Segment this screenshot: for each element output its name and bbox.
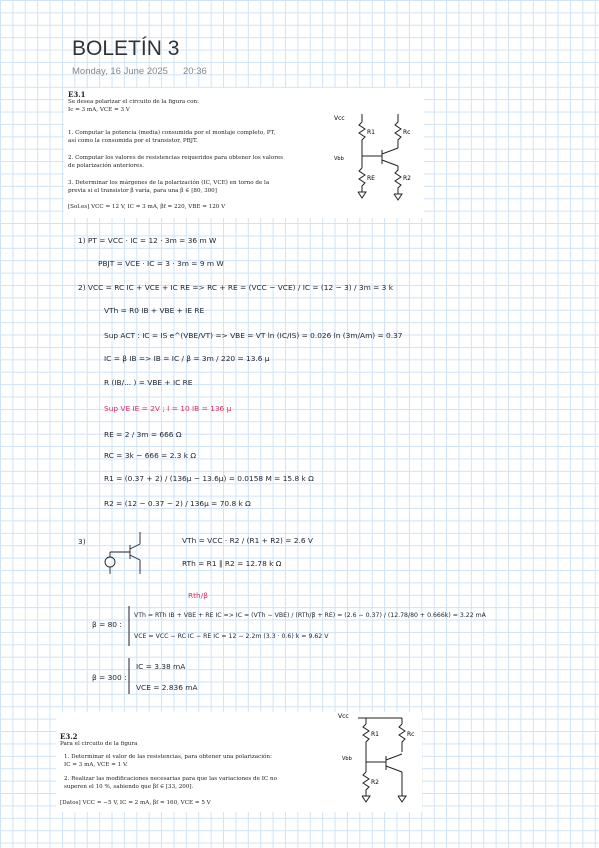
handwritten-line: VCE = VCC − RC IC − RE IC = 12 − 2.2m (3.3 · 0.6) k = 9.62 V	[134, 633, 329, 640]
date-stamp: Monday, 16 June 2025	[72, 66, 168, 77]
problem-item: así como la consumida por el transistor, PBJT.	[68, 138, 198, 144]
circuit-label: Vbb	[342, 756, 352, 762]
problem-solutions: [Sol.es] VCC = 12 V, IC = 3 mA, βf = 220, VBE = 120 V	[68, 204, 226, 210]
handwritten-line: VTh = R0 IB + VBE + IE RE	[104, 306, 205, 315]
handwritten-line: VTh = VCC · R2 / (R1 + R2) = 2.6 V	[182, 536, 313, 545]
circuit-label: Vbb	[334, 156, 344, 162]
handwritten-line: VCE = 2.836 mA	[136, 683, 198, 692]
handwritten-line: R2 = (12 − 0.37 − 2) / 136μ = 70.8 k Ω	[104, 499, 251, 508]
handwritten-line: 2) VCC = RC IC + VCE + IC RE => RC + RE = (VCC − VCE) / IC = (12 − 3) / 3m = 3 k	[78, 283, 393, 292]
handwritten-line: 3)	[78, 537, 86, 546]
thevenin-sketch	[100, 530, 160, 580]
circuit-label: R1	[371, 731, 379, 738]
problem-item: 3. Determinar los márgenes de la polarización (IC, VCE) en torno de la	[68, 180, 270, 186]
problem-item: previa si el transistor β varía, para una β ∈ [80, 300]	[68, 188, 217, 194]
time-stamp: 20:36	[183, 66, 207, 77]
beta-label: β = 300 :	[92, 673, 127, 682]
handwritten-line: RTh = R1 ∥ R2 = 12.78 k Ω	[182, 559, 282, 568]
problem-item: IC = 3 mA, VCE = 1 V.	[64, 762, 128, 768]
circuit-label: Vcc	[338, 713, 349, 720]
beta-label: β = 80 :	[92, 620, 122, 629]
handwritten-red-note: Sup VE IE = 2V ; I = 10 IB = 136 μ	[104, 404, 232, 413]
handwritten-line: R1 = (0.37 + 2) / (136μ − 13.6μ) = 0.0158 M = 15.8 k Ω	[104, 474, 314, 483]
problem-e3-1	[64, 88, 424, 218]
problem-heading: E3.1	[68, 90, 86, 99]
handwritten-red-note: Rth/β	[188, 591, 208, 600]
brace	[126, 658, 132, 694]
handwritten-line: RC = 3k − 666 = 2.3 k Ω	[104, 451, 197, 460]
problem-item: superen el 10 %, sabiendo que βf ∈ [33, 200].	[64, 784, 194, 790]
handwritten-line: IC = 3.38 mA	[136, 662, 186, 671]
problem-data: [Datos] VCC = −5 V, IC = 2 mA, βf = 160, VCE = 5 V	[60, 800, 211, 806]
problem-intro: Se desea polarizar el circuito de la figura con:	[68, 99, 200, 105]
handwritten-line: RE = 2 / 3m = 666 Ω	[104, 430, 182, 439]
problem-params: Ic = 3 mA, VCE = 3 V	[68, 107, 130, 113]
circuit-diagram-1	[332, 110, 412, 210]
circuit-label: R1	[367, 129, 375, 136]
problem-heading: E3.2	[60, 732, 78, 741]
handwritten-line: 1) PT = VCC · IC = 12 · 3m = 36 m W	[78, 236, 217, 245]
circuit-label: RE	[367, 175, 375, 182]
handwritten-line: Sup ACT : IC = IS e^(VBE/VT) => VBE = VT ln (IC/IS) = 0.026 ln (3m/Am) = 0.37	[104, 331, 403, 340]
problem-item: de polarización anteriores.	[68, 163, 145, 169]
handwritten-line: VTh = RTh IB + VBE + RE IC => IC = (VTh − VBE) / (RTh/β + RE) = (2.6 − 0.37) / (12.78/80 + 0.666k) = 3.22 mA	[134, 612, 486, 619]
problem-item: 1. Determinar el valor de las resistencias, para obtener una polarización:	[64, 754, 272, 760]
problem-item: 1. Computar la potencia (media) consumida por el montaje completo, PT,	[68, 130, 276, 136]
circuit-label: Rc	[407, 731, 415, 738]
problem-e3-2	[56, 712, 422, 812]
problem-item: 2. Computar los valores de resistencias requeridos para obtener los valores	[68, 155, 284, 161]
handwritten-line: IC = β IB => IB = IC / β = 3m / 220 = 13.6 μ	[104, 354, 270, 363]
handwritten-line: R (IB/... ) = VBE + IC RE	[104, 378, 193, 387]
handwritten-line: PBJT = VCE · IC = 3 · 3m = 9 m W	[98, 259, 224, 268]
circuit-label: Rc	[403, 129, 411, 136]
circuit-label: R2	[403, 175, 411, 182]
page-title: BOLETÍN 3	[72, 37, 180, 60]
circuit-label: R2	[371, 779, 379, 786]
circuit-label: Vcc	[334, 115, 345, 122]
problem-intro: Para el circuito de la figura	[60, 741, 138, 747]
circuit-diagram-2	[336, 712, 416, 808]
brace	[126, 606, 132, 646]
problem-item: 2. Realizar las modificaciones necesarias para que las variaciones de IC no	[64, 776, 277, 782]
